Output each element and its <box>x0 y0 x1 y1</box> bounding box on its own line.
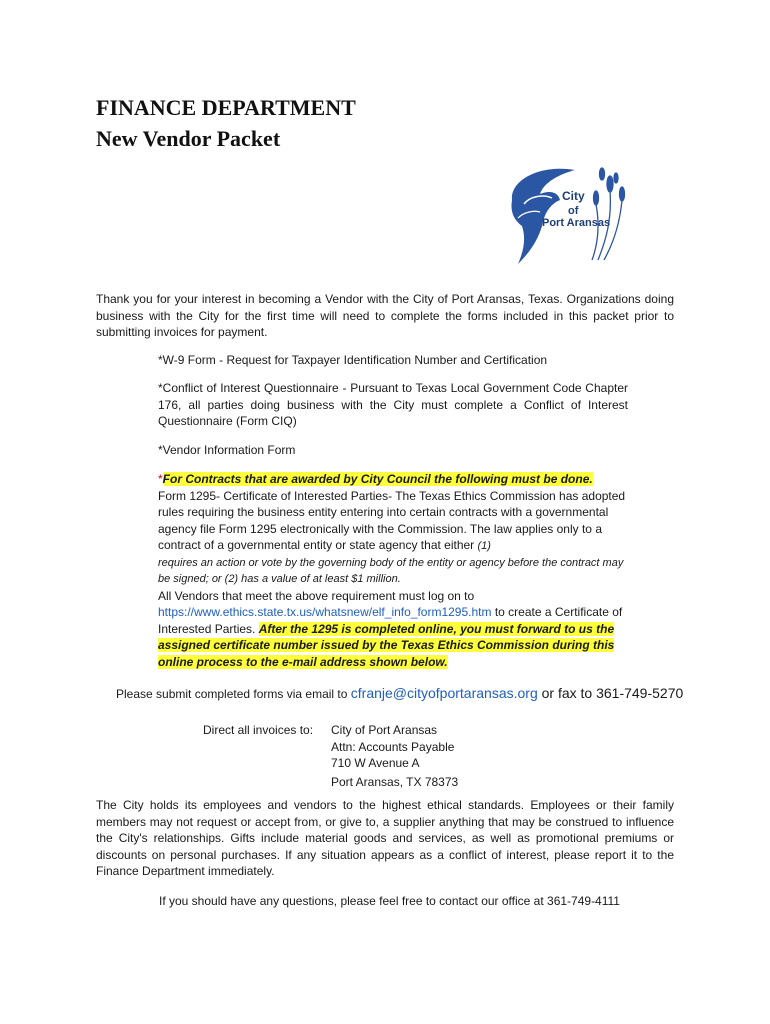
invoices-label: Direct all invoices to: <box>203 723 314 737</box>
form-1295-italic-2: requires an action or vote by the governing body of the entity or agency before the contract may be signed; or (2) has a value of at least $1 million. <box>158 556 624 585</box>
login-instruction: All Vendors that meet the above requirement must log on to <box>158 588 475 603</box>
highlighted-instruction: After the 1295 is completed online, you must forward to us the assigned certificate number issued by the Texas Ethics Commission during this online process to the e-mail address shown below. <box>158 621 615 669</box>
department-title: FINANCE DEPARTMENT <box>96 95 356 120</box>
item-conflict-questionnaire: *Conflict of Interest Questionnaire - Pursuant to Texas Local Government Code Chapter 176, all parties doing business with the City must complete a Conflict of Interest Questionnaire (Form CIQ) <box>158 381 628 428</box>
form-1295-italic-1: (1) <box>477 540 491 552</box>
item-w9: *W-9 Form - Request for Taxpayer Identification Number and Certification <box>158 353 548 367</box>
invoice-address-line2: Attn: Accounts Payable <box>331 739 455 754</box>
logo-line-of: of <box>568 205 579 217</box>
contact-line: If you should have any questions, please feel free to contact our office at 361-749-4111 <box>159 894 620 908</box>
form-1295-text <box>158 488 628 588</box>
invoice-address-line4: Port Aransas, TX 78373 <box>331 774 459 789</box>
ethics-paragraph: The City holds its employees and vendors to the highest ethical standards. Employees or their family members may not request or accept from, or give to, a supplier anything that may be construed to influence the City's relationships. Gifts include material goods and services, as well as promotional premiums or discounts on personal purchases. If any situation appears as a conflict of interest, please report it to the Finance Department immediately. <box>96 798 674 878</box>
submit-email-link[interactable]: cfranje@cityofportaransas.org <box>350 685 538 701</box>
invoice-address-line3: 710 W Avenue A <box>331 756 420 770</box>
contracts-heading <box>158 471 628 488</box>
logo-line-city: City <box>562 189 585 203</box>
grass-icon <box>592 168 625 260</box>
contracts-heading-text: For Contracts that are awarded by City Council the following must be done. <box>162 472 593 486</box>
contracts-section <box>158 471 628 670</box>
ethics-commission-link[interactable]: https://www.ethics.state.tx.us/whatsnew/elf_info_form1295.htm <box>158 605 492 619</box>
intro-paragraph: Thank you for your interest in becoming a Vendor with the City of Port Aransas, Texas. Organizations doing business with the City for the first time will need to complete the forms included in this packet prior to submitting invoices for payment. <box>96 292 674 339</box>
contracts-star: * <box>158 472 163 486</box>
invoice-address <box>331 722 458 790</box>
packet-title: New Vendor Packet <box>96 126 281 151</box>
city-logo <box>500 160 630 270</box>
invoice-address-line1: City of Port Aransas <box>331 723 438 737</box>
submit-fax: or fax to 361-749-5270 <box>537 685 684 701</box>
item-vendor-info: *Vendor Information Form <box>158 443 296 457</box>
logo-line-port-aransas: Port Aransas <box>542 217 611 229</box>
after-link-text: to create a Certificate of Interested Parties. <box>158 605 623 636</box>
ethics-link-line <box>158 604 628 670</box>
submit-text: Please submit completed forms via email to <box>116 687 351 701</box>
submit-line <box>116 685 716 703</box>
form-1295-body: Form 1295- Certificate of Interested Parties- The Texas Ethics Commission has adopted rules requiring the business entity entering into certain contracts with a governmental agency file Form 1295 electronically with the Commission. The law applies only to a contract of a governmental entity or state agency that either <box>158 488 626 552</box>
